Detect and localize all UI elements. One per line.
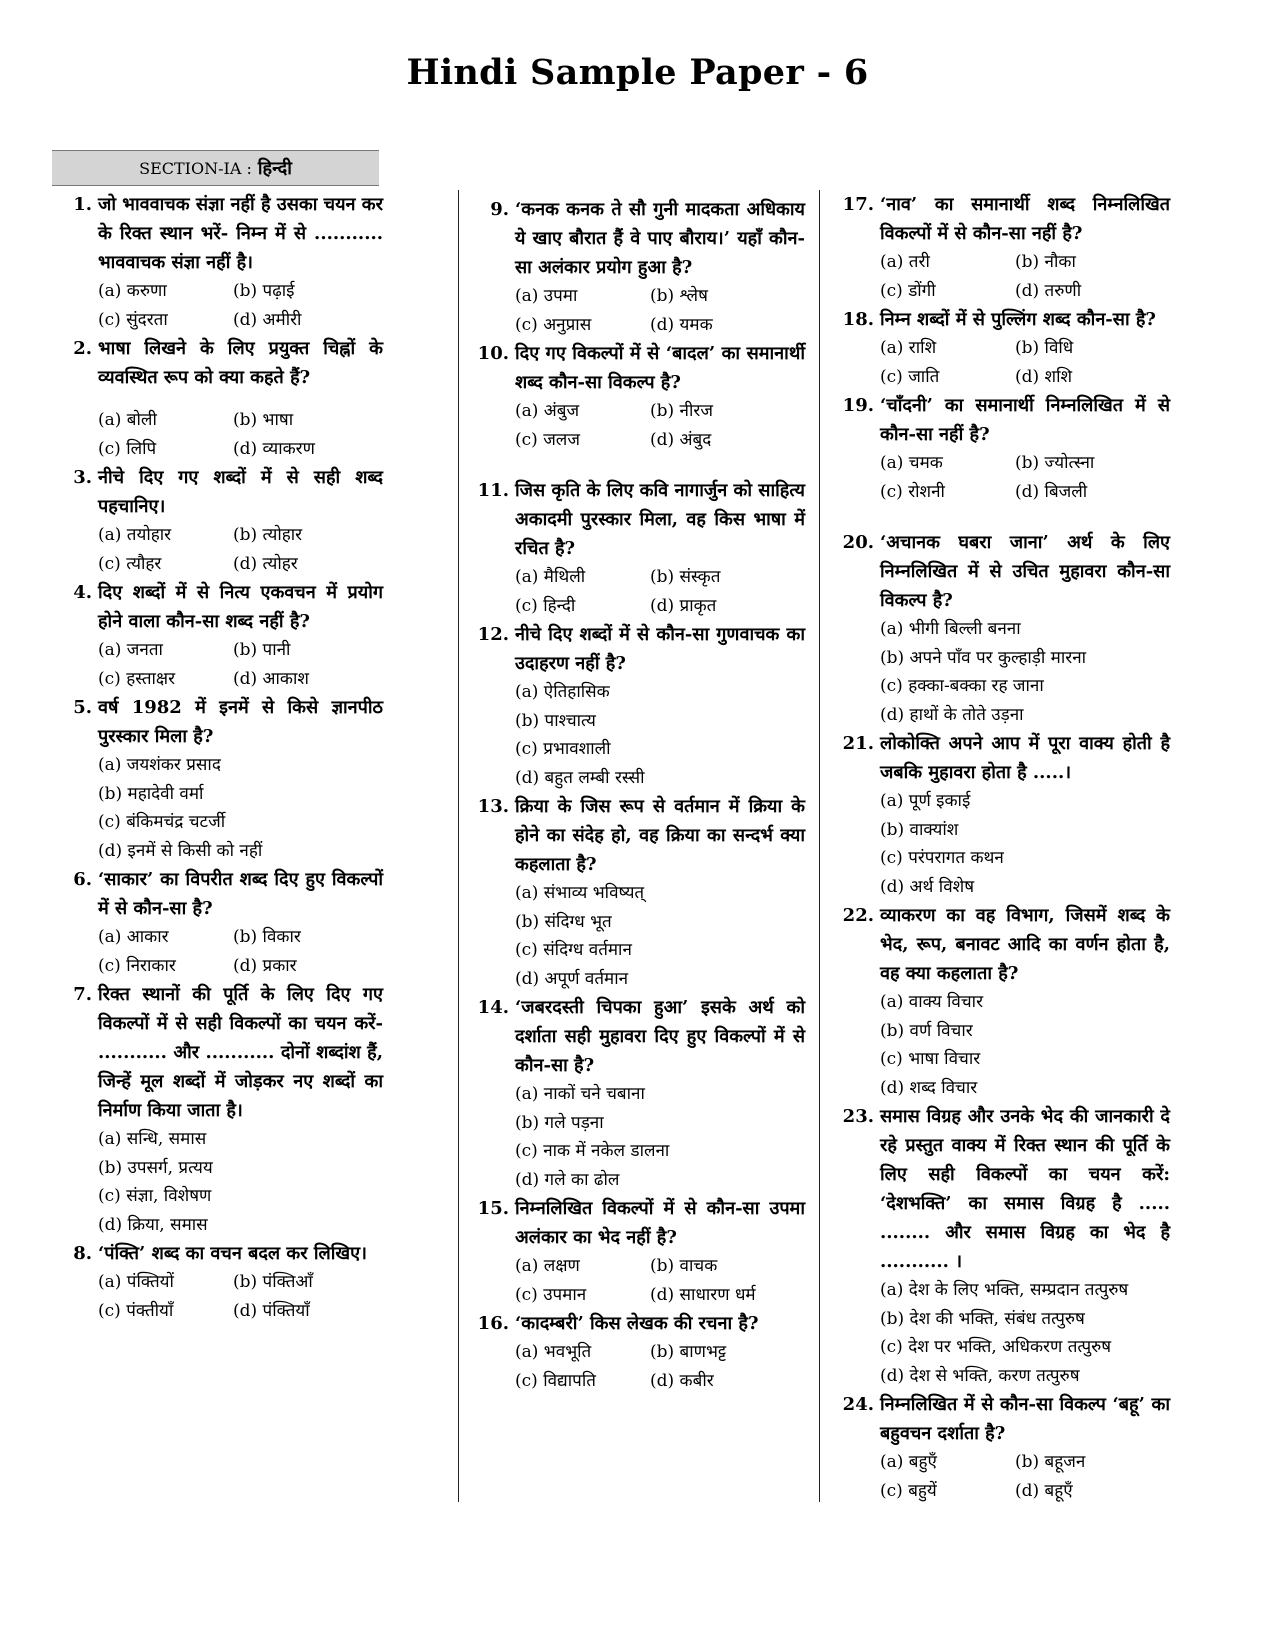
question [58,578,383,693]
option: (c) हिन्दी [515,595,576,616]
option: (a) उपमा [515,286,578,306]
option: (c) बंकिमचंद्र चटर्जी [98,812,226,832]
question-number: 11. [477,480,509,501]
option: (d) बहुत लम्बी रस्सी [515,767,645,788]
option: (a) सन्धि, समास [98,1129,207,1149]
question-number: 7. [73,984,92,1005]
option: (b) त्योहार [233,525,303,545]
question [475,792,805,993]
question-number: 6. [73,869,92,890]
option: (d) अर्थ विशेष [880,876,975,897]
option: (c) बहुयें [880,1480,937,1501]
option: (a) जयशंकर प्रसाद [98,755,221,775]
question-text: जिस कृति के लिए कवि नागार्जुन को साहित्य अकादमी पुरस्कार मिला, वह किस भाषा में रचित है? [515,480,805,559]
question-number: 10. [477,343,509,364]
question [840,901,1170,1102]
question-text: वर्ष 1982 में इनमें से किसे ज्ञानपीठ पुरस्कार मिला है? [98,697,383,747]
option: (c) हक्का-बक्का रह जाना [880,676,1044,696]
question [840,1390,1170,1505]
option: (c) संज्ञा, विशेषण [98,1186,212,1206]
option: (b) संस्कृत [650,567,721,587]
option: (d) आकाश [233,668,309,689]
option: (d) अमीरी [233,309,302,330]
question-number: 17. [842,194,874,215]
option: (d) शब्द विचार [880,1077,978,1098]
option: (d) यमक [650,314,713,335]
option: (c) निराकार [98,955,176,976]
option: (b) वर्ण विचार [880,1020,973,1041]
option: (d) त्योहर [233,553,298,574]
option: (d) अपूर्ण वर्तमान [515,968,629,989]
column-divider [819,190,820,1502]
option: (d) बहूएँ [1015,1480,1073,1501]
question-text: ‘अचानक घबरा जाना’ अर्थ के लिए निम्नलिखित में से उचित मुहावरा कौन-सा विकल्प है? [880,532,1170,611]
question-number: 8. [73,1243,92,1264]
option: (a) देश के लिए भक्ति, सम्प्रदान तत्पुरुष [880,1280,1129,1300]
question-number: 24. [842,1394,874,1415]
option: (a) ऐतिहासिक [515,682,610,702]
column-divider [458,190,459,1502]
option: (a) पंक्तियों [98,1272,174,1292]
option: (c) जाति [880,366,940,387]
option: (b) पानी [233,640,291,660]
question-number: 16. [477,1313,509,1334]
question [58,334,383,463]
page-title: Hindi Sample Paper - 6 [406,52,869,93]
question-number: 13. [477,796,509,817]
question [58,693,383,865]
question [58,463,383,578]
question [475,195,805,339]
question-text: भाषा लिखने के लिए प्रयुक्त चिह्नों के व्यवस्थित रूप को क्या कहते हैं? [98,338,383,388]
option: (c) रोशनी [880,481,945,502]
question-text: क्रिया के जिस रूप से वर्तमान में क्रिया के होने का संदेह हो, वह क्रिया का सन्दर्भ क्या कहलाता है? [515,796,805,875]
question-number: 12. [477,624,509,645]
option: (d) साधारण धर्म [650,1284,756,1305]
question-number: 5. [73,697,92,718]
option: (d) क्रिया, समास [98,1214,208,1235]
option: (c) जलज [515,429,580,450]
question-text: दिए गए विकल्पों में से ‘बादल’ का समानार्थी शब्द कौन-सा विकल्प है? [515,343,805,393]
question-text: निम्नलिखित विकल्पों में से कौन-सा उपमा अलंकार का भेद नहीं है? [515,1198,805,1248]
question [475,1309,805,1395]
option: (d) प्राकृत [650,595,717,616]
question-number: 14. [477,997,509,1018]
question-number: 23. [842,1106,874,1127]
option: (b) पाश्चात्य [515,710,596,731]
question [58,1239,383,1325]
option: (a) आकार [98,927,169,947]
option: (a) बहुएँ [880,1452,937,1472]
option: (c) अनुप्रास [515,314,592,335]
option: (b) पढ़ाई [233,281,295,301]
option: (d) इनमें से किसी को नहीं [98,840,263,861]
question [58,190,383,334]
option: (c) पंक्तीयाँ [98,1300,174,1321]
option: (a) चमक [880,453,943,473]
question [840,391,1170,506]
option: (a) संभाव्य भविष्यत् [515,883,645,903]
option: (a) बोली [98,410,157,430]
option: (a) लक्षण [515,1256,580,1276]
section-label: SECTION-IA : [139,158,252,178]
question-number: 18. [842,309,874,330]
option: (d) तरुणी [1015,280,1082,301]
column-1 [58,190,383,1325]
question [840,1102,1170,1390]
option: (d) व्याकरण [233,438,315,459]
option: (d) प्रकार [233,955,297,976]
section-header [52,150,379,186]
question [58,980,383,1239]
question [840,305,1170,391]
question-text: ‘साकार’ का विपरीत शब्द दिए हुए विकल्पों में से कौन-सा है? [98,869,383,919]
question-text: ‘जबरदस्ती चिपका हुआ’ इसके अर्थ को दर्शाता सही मुहावरा दिए हुए विकल्पों में से कौन-सा है? [515,997,805,1076]
question-text: ‘चाँदनी’ का समानार्थी निम्नलिखित में से कौन-सा नहीं है? [880,395,1170,445]
question-number: 2. [73,338,92,359]
option: (d) देश से भक्ति, करण तत्पुरुष [880,1365,1080,1386]
option: (b) श्लेष [650,286,708,306]
question-text: लोकोक्ति अपने आप में पूरा वाक्य होती है जबकि मुहावरा होता है .....। [880,733,1170,783]
option: (c) त्यौहर [98,553,162,574]
option: (c) प्रभावशाली [515,739,611,759]
option: (b) वाक्यांश [880,819,959,840]
question [840,528,1170,729]
question-text: नीचे दिए शब्दों में से कौन-सा गुणवाचक का उदाहरण नहीं है? [515,624,805,674]
option: (a) मैथिली [515,567,586,587]
option: (b) गले पड़ना [515,1112,604,1133]
question-number: 20. [842,532,874,553]
option: (c) हस्ताक्षर [98,668,176,689]
question-text: व्याकरण का वह विभाग, जिसमें शब्द के भेद, रूप, बनावट आदि का वर्णन होता है, वह क्या कहलाता है? [880,905,1170,984]
question-number: 3. [73,467,92,488]
option: (a) वाक्य विचार [880,992,984,1012]
question-text: रिक्त स्थानों की पूर्ति के लिए दिए गए विकल्पों में से सही विकल्पों का चयन करें- ........... और ........... दोनों शब्दांश हैं, जिन्हें मूल शब्दों में जोड़कर नए शब्दों का निर्माण किया जाता है। [98,984,383,1121]
option: (c) देश पर भक्ति, अधिकरण तत्पुरुष [880,1337,1112,1357]
option: (c) डोंगी [880,280,936,301]
column-2 [475,195,805,1395]
question-number: 19. [842,395,874,416]
column-3 [840,190,1170,1505]
question [58,865,383,980]
option: (b) अपने पाँव पर कुल्हाड़ी मारना [880,647,1087,668]
option: (a) तयोहार [98,525,172,545]
option: (b) उपसर्ग, प्रत्यय [98,1157,213,1178]
option: (c) संदिग्ध वर्तमान [515,940,632,960]
option: (d) पंक्तियाँ [233,1300,310,1321]
option: (d) कबीर [650,1370,714,1391]
question-text: नीचे दिए गए शब्दों में से सही शब्द पहचानिए। [98,467,383,517]
question-number: 22. [842,905,874,926]
option: (d) बिजली [1015,481,1088,502]
option: (a) तरी [880,252,930,272]
option: (b) नौका [1015,252,1076,272]
question-text: जो भाववाचक संज्ञा नहीं है उसका चयन कर के रिक्त स्थान भरें- निम्न में से ........... भाववाचक संज्ञा नहीं है। [98,194,383,273]
question-number: 9. [490,199,509,220]
question-text: ‘कादम्बरी’ किस लेखक की रचना है? [515,1313,759,1334]
option: (d) अंबुद [650,429,712,450]
question [475,476,805,620]
option: (a) भीगी बिल्ली बनना [880,619,1021,639]
question-text: दिए शब्दों में से नित्य एकवचन में प्रयोग होने वाला कौन-सा शब्द नहीं है? [98,582,383,632]
question-number: 15. [477,1198,509,1219]
option: (c) भाषा विचार [880,1049,981,1069]
option: (b) ज्योत्स्ना [1015,453,1095,473]
option: (a) अंबुज [515,401,580,421]
option: (d) हाथों के तोते उड़ना [880,704,1024,725]
question [475,993,805,1194]
section-subject: हिन्दी [257,158,292,179]
option: (c) सुंदरता [98,309,168,330]
question-text: ‘कनक कनक ते सौ गुनी मादकता अधिकाय ये खाए बौरात हैं वे पाए बौराय।’ यहाँ कौन-सा अलंकार प्रयोग हुआ है? [515,199,805,278]
option: (b) देश की भक्ति, संबंध तत्पुरुष [880,1308,1085,1329]
option: (c) नाक में नकेल डालना [515,1141,670,1161]
option: (c) उपमान [515,1284,587,1305]
option: (a) नाकों चने चबाना [515,1084,645,1104]
option: (c) परंपरागत कथन [880,848,1004,868]
question-number: 4. [73,582,92,603]
option: (d) शशि [1015,366,1073,387]
option: (b) बहूजन [1015,1452,1086,1472]
option: (a) जनता [98,640,163,660]
option: (b) महादेवी वर्मा [98,783,204,804]
question-text: ‘नाव’ का समानार्थी शब्द निम्नलिखित विकल्पों में से कौन-सा नहीं है? [880,194,1170,244]
option: (b) विधि [1015,338,1074,358]
question [840,190,1170,305]
option: (b) पंक्तिआँ [233,1272,313,1292]
option: (c) विद्यापति [515,1370,596,1391]
question-text: निम्न शब्दों में से पुल्लिंग शब्द कौन-सा है? [880,309,1156,330]
option: (a) भवभूति [515,1342,592,1362]
option: (c) लिपि [98,438,157,459]
question-text: ‘पंक्ति’ शब्द का वचन बदल कर लिखिए। [98,1243,367,1264]
option: (a) करुणा [98,281,167,301]
question [475,339,805,454]
option: (b) बाणभट्ट [650,1342,727,1362]
question-text: निम्नलिखित में से कौन-सा विकल्प ‘बहू’ का बहुवचन दर्शाता है? [880,1394,1170,1444]
option: (b) संदिग्ध भूत [515,911,612,932]
option: (b) भाषा [233,410,294,430]
option: (b) नीरज [650,401,713,421]
question [475,1194,805,1309]
question-text: समास विग्रह और उनके भेद की जानकारी दे रहे प्रस्तुत वाक्य में रिक्त स्थान की पूर्ति के लिए सही विकल्पों का चयन करें: ‘देशभक्ति’ का समास विग्रह है ..... ........ और समास विग्रह का भेद है ........... । [880,1106,1170,1272]
option: (d) गले का ढोल [515,1169,620,1190]
option: (a) राशि [880,338,937,358]
option: (b) विकार [233,927,301,947]
question-number: 21. [842,733,874,754]
option: (b) वाचक [650,1256,718,1276]
question [475,620,805,792]
question-number: 1. [73,194,92,215]
question [840,729,1170,901]
option: (a) पूर्ण इकाई [880,791,971,811]
